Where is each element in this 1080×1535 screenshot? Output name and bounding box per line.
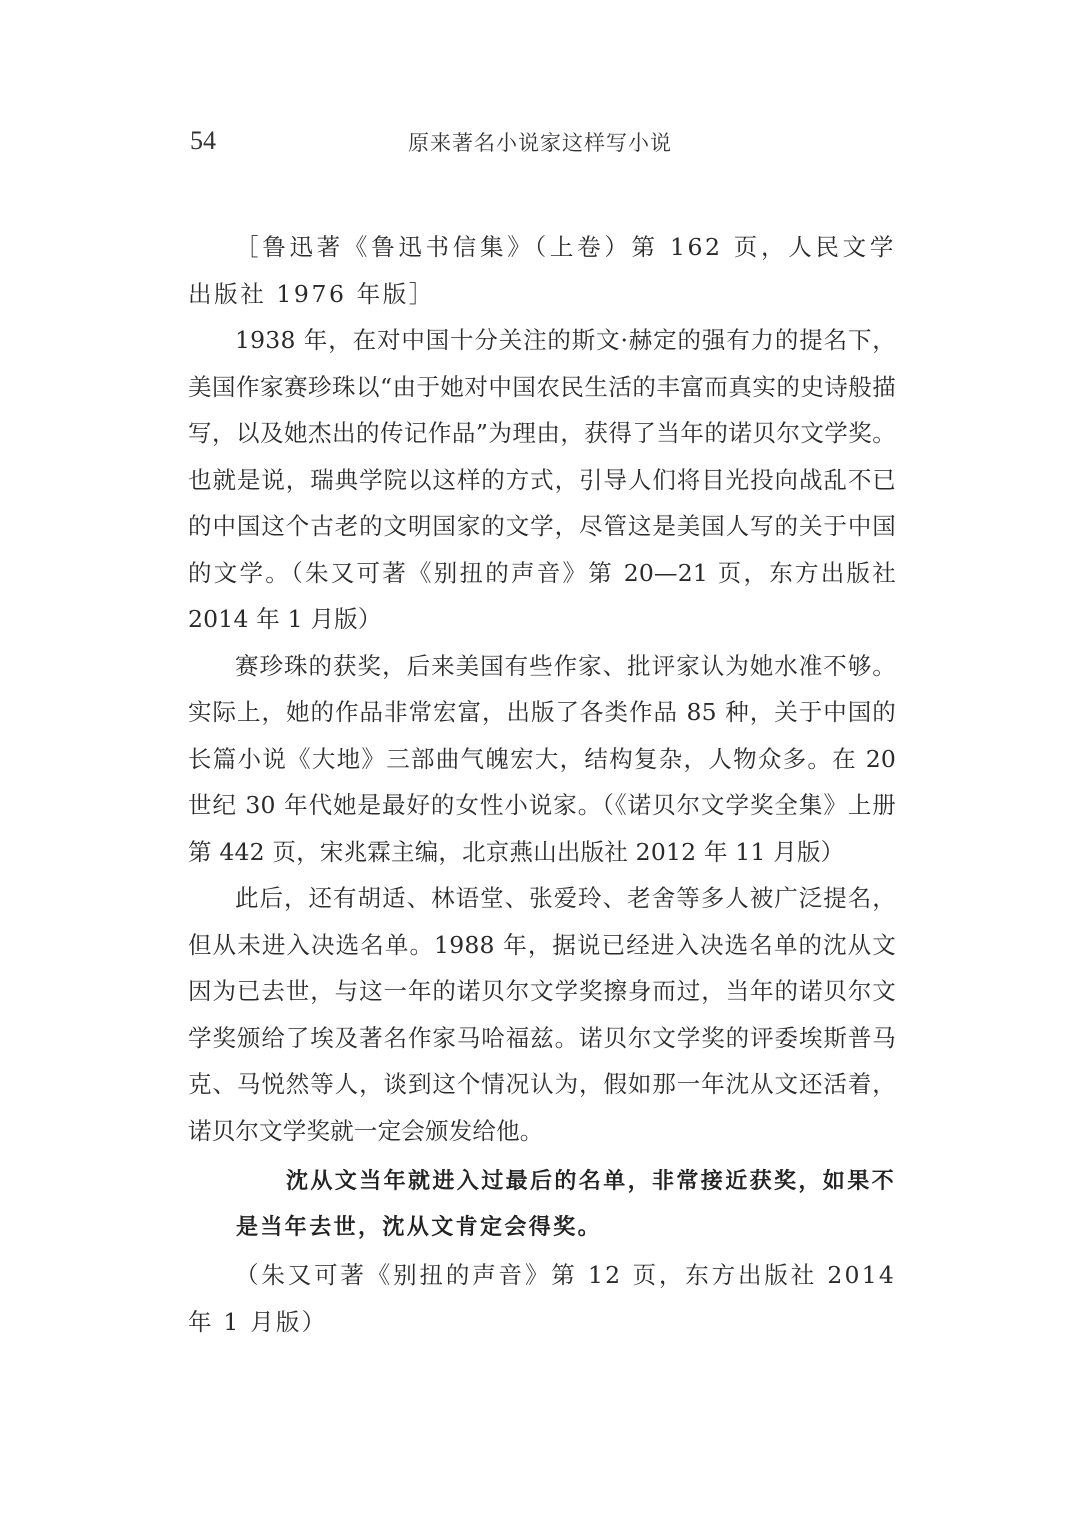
body-paragraph-shen-congwen: 此后，还有胡适、林语堂、张爱玲、老舍等多人被广泛提名，但从未进入决选名单。1988 年，据说已经进入决选名单的沈从文因为已去世，与这一年的诺贝尔文学奖擦身而过，当年的诺贝尔文学奖颁给了埃及著名作家马哈福兹。诺贝尔文学奖的评委埃斯普马克、马悦然等人，谈到这个情况认为，假如那一年沈从文还活着，诺贝尔文学奖就一定会颁发给他。 <box>188 884 896 1145</box>
running-head-title: 原来著名小说家这样写小说 <box>408 131 672 155</box>
page-number: 54 <box>190 126 216 155</box>
body-paragraph-1938: 1938 年，在对中国十分关注的斯文·赫定的强有力的提名下，美国作家赛珍珠以“由于她对中国农民生活的丰富而真实的史诗般描写，以及她杰出的传记作品”为理由，获得了当年的诺贝尔文学奖。也就是说，瑞典学院以这样的方式，引导人们将目光投向战乱不已的中国这个古老的文明国家的文学，尽管这是美国人写的关于中国的文学。（朱又可著《别扭的声音》第 20—21 页，东方出版社 2014 年 1 月版） <box>188 326 896 633</box>
citation-paragraph: ［鲁迅著《鲁迅书信集》（上卷）第 162 页，人民文学出版社 1976 年版］ <box>188 233 896 308</box>
block-quote: 沈从文当年就进入过最后的名单，非常接近获奖，如果不是当年去世，沈从文肯定会得奖。 <box>236 1168 897 1240</box>
body-paragraph-pearl-buck: 赛珍珠的获奖，后来美国有些作家、批评家认为她水准不够。实际上，她的作品非常宏富，出版了各类作品 85 种，关于中国的长篇小说《大地》三部曲气魄宏大，结构复杂，人物众多。在 20 世纪 30 年代她是最好的女性小说家。（《诺贝尔文学奖全集》上册第 442 页，宋兆霖主编，北京燕山出版社 2012 年 11 月版） <box>188 651 896 866</box>
body-text <box>188 224 896 1345</box>
quote-source: （朱又可著《别扭的声音》第 12 页，东方出版社 2014 年 1 月版） <box>188 1261 896 1336</box>
